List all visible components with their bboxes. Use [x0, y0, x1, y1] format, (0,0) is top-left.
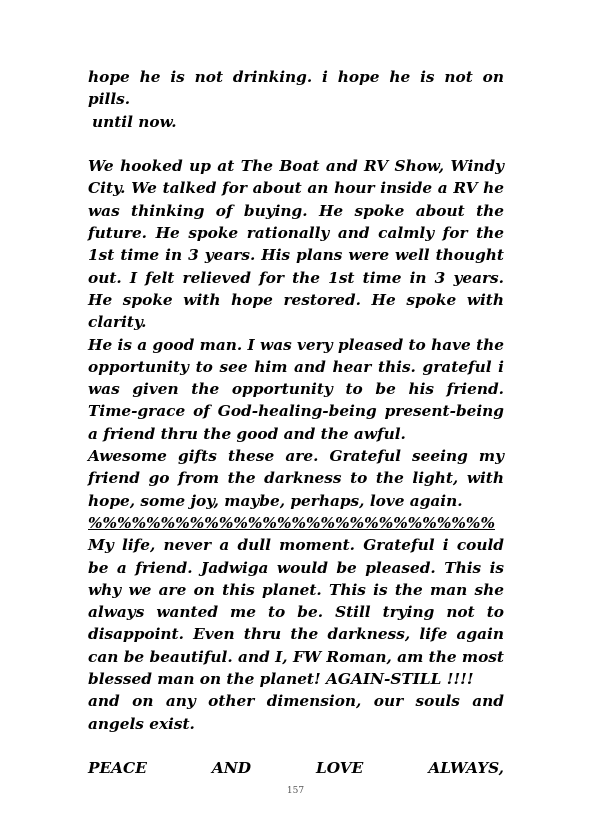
- closing-word-love: LOVE: [316, 759, 364, 778]
- document-body: [88, 66, 504, 780]
- percent-separator: %%%%%%%%%%%%%%%%%%%%%%%%%%%%: [88, 513, 495, 532]
- closing-word-always: ALWAYS,: [428, 759, 504, 778]
- paragraph-my-life: My life, never a dull moment. Grateful i could be a friend. Jadwiga would be pleased. This is why we are on this planet. This is the man she always wanted me to be. Still trying not to disappoint. Even thru the darkness, life again can be beautiful. and I, FW Roman, am the most blessed man on the planet! AGAIN-STILL !!!!: [88, 536, 504, 689]
- text-line-until-now: until now.: [92, 112, 177, 131]
- text-line-drinking: hope he is not drinking. i hope he is not on pills.: [88, 68, 504, 109]
- paragraph-awesome-gifts: Awesome gifts these are. Grateful seeing my friend go from the darkness to the light, with hope, some joy, maybe, perhaps, love again.: [88, 447, 504, 510]
- paragraph-good-man: He is a good man. I was very pleased to have the opportunity to see him and hear this. grateful i was given the opportunity to be his friend. Time-grace of God-healing-being present-being a friend thru the good and the awful.: [88, 335, 504, 443]
- closing-line: [88, 757, 504, 779]
- closing-word-and: AND: [211, 759, 251, 778]
- closing-word-peace: PEACE: [88, 759, 147, 778]
- paragraph-gap: [88, 735, 504, 757]
- paragraph-boat-show: We hooked up at The Boat and RV Show, Windy City. We talked for about an hour inside a RV he was thinking of buying. He spoke about the future. He spoke rationally and calmly for the 1st time in 3 years. His plans were well thought out. I felt relieved for the 1st time in 3 years. He spoke with hope restored. He spoke with clarity.: [88, 157, 504, 332]
- paragraph-other-dimension: and on any other dimension, our souls and angels exist.: [88, 692, 504, 733]
- page-number: 157: [286, 786, 305, 796]
- paragraph-gap: [88, 133, 504, 155]
